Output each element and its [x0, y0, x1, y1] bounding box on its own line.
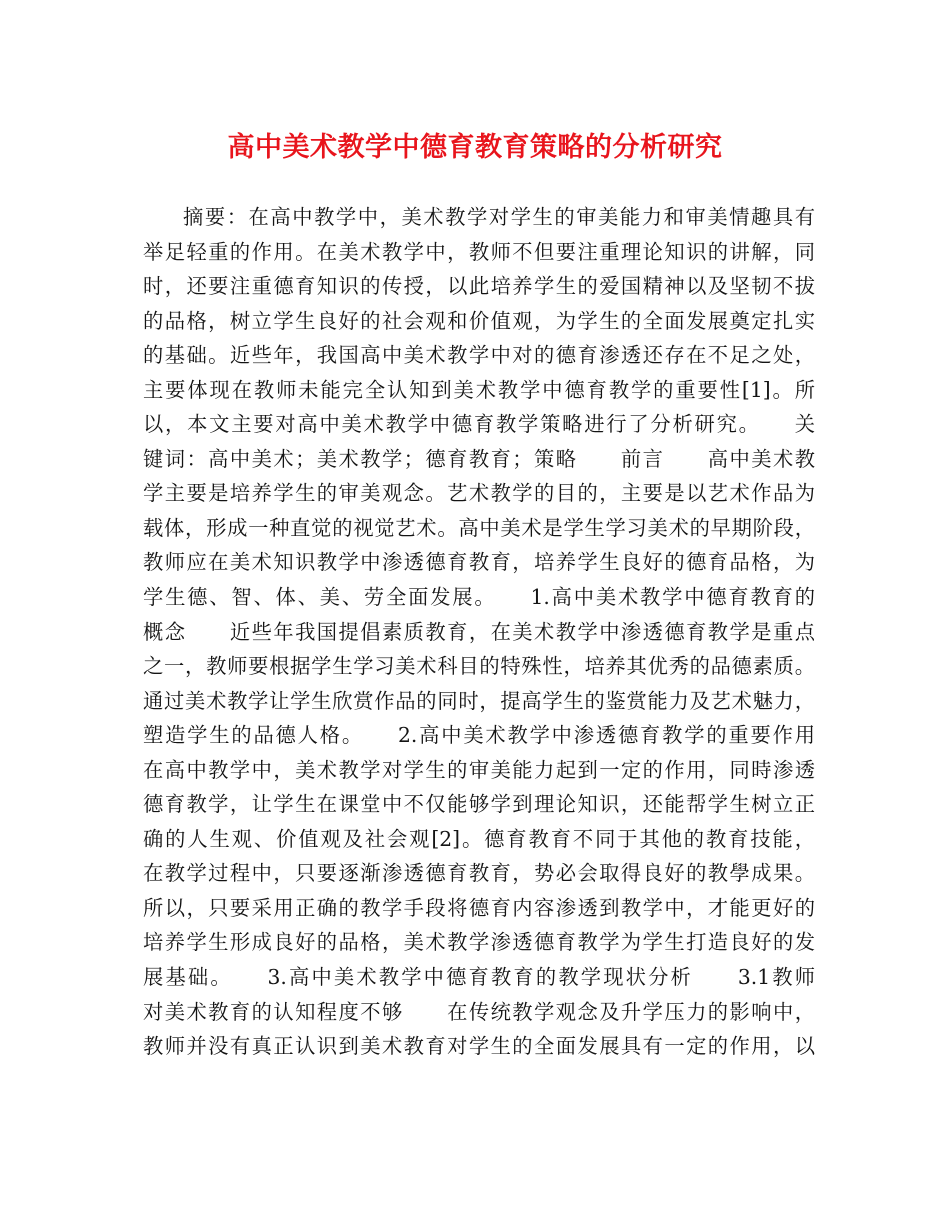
- body-line: 举足轻重的作用。在美术教学中，教师不但要注重理论知识的讲解，同: [143, 239, 815, 264]
- body-line: 教师并没有真正认识到美术教育对学生的全面发展具有一定的作用，以: [143, 1034, 815, 1059]
- body-line: 学生德、智、体、美、劳全面发展。 1.高中美术教学中德育教育的: [143, 585, 815, 610]
- body-line: 键词：高中美术；美术教学；德育教育；策略 前言 高中美术教: [143, 446, 815, 471]
- body-line: 所以，只要采用正确的教学手段将德育内容渗透到教学中，才能更好的: [143, 895, 815, 920]
- body-line: 通过美术教学让学生欣赏作品的同时，提高学生的鉴赏能力及艺术魅力，: [143, 688, 815, 713]
- body-line: 对美术教育的认知程度不够 在传统教学观念及升学压力的影响中，: [143, 999, 815, 1024]
- body-line: 教师应在美术知识教学中渗透德育教育，培养学生良好的德育品格，为: [143, 550, 815, 575]
- body-line: 时，还要注重德育知识的传授，以此培养学生的爱国精神以及坚韧不拔: [143, 274, 815, 299]
- body-line: 确的人生观、价值观及社会观[2]。德育教育不同于其他的教育技能，: [143, 826, 815, 851]
- body-line: 之一，教师要根据学生学习美术科目的特殊性，培养其优秀的品德素质。: [143, 654, 815, 679]
- body-line: 的品格，树立学生良好的社会观和价值观，为学生的全面发展奠定扎实: [143, 308, 815, 333]
- body-line: 摘要：在高中教学中，美术教学对学生的审美能力和审美情趣具有: [183, 205, 815, 229]
- body-line: 学主要是培养学生的审美观念。艺术教学的目的，主要是以艺术作品为: [143, 481, 815, 506]
- body-line: 在高中教学中，美术教学对学生的审美能力起到一定的作用，同時渗透: [143, 757, 815, 782]
- body-line: 展基础。 3.高中美术教学中德育教育的教学现状分析 3.1教师: [143, 965, 815, 990]
- body-line: 主要体现在教师未能完全认知到美术教学中德育教学的重要性[1]。所: [143, 377, 815, 402]
- body-line: 塑造学生的品德人格。 2.高中美术教学中渗透德育教学的重要作用: [143, 723, 815, 748]
- body-line: 培养学生形成良好的品格，美术教学渗透德育教学为学生打造良好的发: [143, 930, 815, 955]
- document-body: [143, 200, 815, 1064]
- body-line: 的基础。近些年，我国高中美术教学中对的德育渗透还存在不足之处，: [143, 343, 815, 368]
- body-line: 在教学过程中，只要逐渐渗透德育教育，势必会取得良好的教學成果。: [143, 861, 815, 886]
- body-line: 概念 近些年我国提倡素质教育，在美术教学中渗透德育教学是重点: [143, 619, 815, 644]
- body-line: 德育教学，让学生在课堂中不仅能够学到理论知识，还能帮学生树立正: [143, 792, 815, 817]
- document-title: 高中美术教学中德育教育策略的分析研究: [227, 132, 723, 163]
- body-line: 以，本文主要对高中美术教学中德育教学策略进行了分析研究。 关: [143, 412, 815, 437]
- body-line: 载体，形成一种直觉的视觉艺术。高中美术是学生学习美术的早期阶段，: [143, 515, 815, 540]
